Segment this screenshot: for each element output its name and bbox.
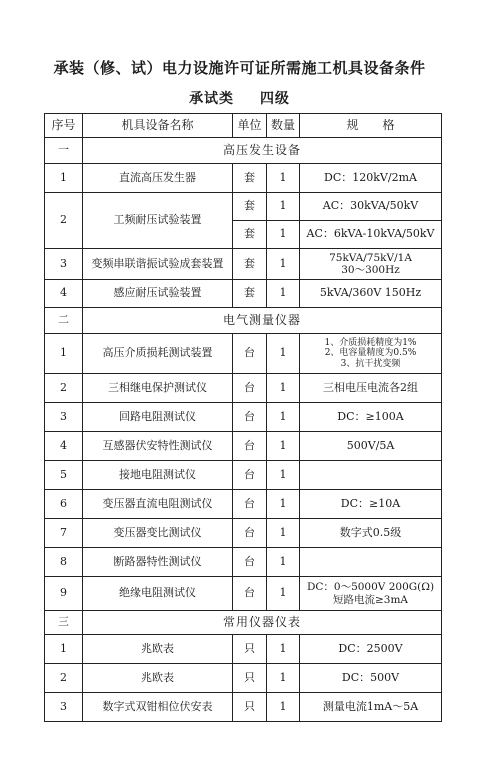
row-spec: 数字式0.5级 (300, 519, 442, 548)
spec-line: DC：0～5000V 200G(Ω) (306, 581, 435, 594)
row-qty: 1 (267, 693, 300, 722)
row-spec: DC：500V (300, 664, 442, 693)
row-unit: 套 (233, 221, 267, 249)
row-unit: 只 (233, 664, 267, 693)
row-qty: 1 (267, 577, 300, 611)
row-no: 5 (45, 461, 83, 490)
spec-line: 75kVA/75kV/1A (329, 251, 412, 264)
row-unit: 台 (233, 374, 267, 403)
spec-line: 1、介质损耗精度为1% (324, 337, 417, 348)
row-unit: 台 (233, 403, 267, 432)
row-unit: 台 (233, 519, 267, 548)
row-no: 8 (45, 548, 83, 577)
row-spec: AC：6kVA-10kVA/50kV (300, 221, 442, 249)
row-no: 9 (45, 577, 83, 611)
row-spec: 500V/5A (300, 432, 442, 461)
row-no: 3 (45, 693, 83, 722)
row-name: 回路电阻测试仪 (83, 403, 233, 432)
row-unit: 套 (233, 249, 267, 280)
row-name: 三相继电保护测试仪 (83, 374, 233, 403)
row-name: 兆欧表 (83, 635, 233, 664)
row-qty: 1 (267, 334, 300, 374)
table-row (45, 374, 442, 403)
row-qty: 1 (267, 432, 300, 461)
spec-line: 2、电容量精度为0.5% (324, 348, 417, 359)
row-unit: 台 (233, 577, 267, 611)
table-row (45, 334, 442, 374)
document-subtitle (0, 88, 479, 108)
table-row (45, 693, 442, 722)
row-qty: 1 (267, 461, 300, 490)
row-spec (300, 249, 442, 280)
section-no: 三 (45, 611, 83, 635)
row-spec (300, 461, 442, 490)
row-spec: DC：≥100A (300, 403, 442, 432)
row-qty: 1 (267, 664, 300, 693)
row-no: 1 (45, 334, 83, 374)
section-row (45, 611, 442, 635)
row-no: 2 (45, 193, 83, 249)
row-unit: 套 (233, 164, 267, 193)
row-unit: 台 (233, 548, 267, 577)
row-name: 高压介质损耗测试装置 (83, 334, 233, 374)
table-row (45, 577, 442, 611)
table-row (45, 280, 442, 308)
row-qty: 1 (267, 374, 300, 403)
row-name: 直流高压发生器 (83, 164, 233, 193)
table-header-row (45, 114, 442, 138)
header-qty: 数量 (267, 114, 300, 138)
row-unit: 台 (233, 334, 267, 374)
header-no: 序号 (45, 114, 83, 138)
row-no: 2 (45, 374, 83, 403)
section-no: 一 (45, 138, 83, 164)
spec-line: 30～300Hz (341, 264, 400, 276)
row-no: 4 (45, 280, 83, 308)
row-unit: 台 (233, 432, 267, 461)
section-title: 常用仪器仪表 (83, 611, 442, 635)
row-qty: 1 (267, 548, 300, 577)
section-no: 二 (45, 308, 83, 334)
row-qty: 1 (267, 403, 300, 432)
row-spec: DC：120kV/2mA (300, 164, 442, 193)
row-no: 1 (45, 164, 83, 193)
row-no: 3 (45, 403, 83, 432)
row-unit: 台 (233, 490, 267, 519)
row-unit: 套 (233, 280, 267, 308)
row-qty: 1 (267, 280, 300, 308)
header-unit: 单位 (233, 114, 267, 138)
table-row (45, 403, 442, 432)
row-spec: 5kVA/360V 150Hz (300, 280, 442, 308)
row-name: 变压器变比测试仪 (83, 519, 233, 548)
row-name: 接地电阻测试仪 (83, 461, 233, 490)
row-name: 互感器伏安特性测试仪 (83, 432, 233, 461)
row-name: 感应耐压试验装置 (83, 280, 233, 308)
row-spec (300, 548, 442, 577)
row-name: 兆欧表 (83, 664, 233, 693)
row-qty: 1 (267, 635, 300, 664)
row-spec: DC：2500V (300, 635, 442, 664)
subtitle-category: 承试类 (189, 91, 235, 107)
row-spec (300, 334, 442, 374)
table-row (45, 461, 442, 490)
section-row (45, 308, 442, 334)
spec-line: 3、抗干扰变频 (340, 358, 401, 369)
row-qty: 1 (267, 249, 300, 280)
row-unit: 只 (233, 635, 267, 664)
table-row (45, 548, 442, 577)
table-row (45, 519, 442, 548)
header-name: 机具设备名称 (83, 114, 233, 138)
row-spec: DC：≥10A (300, 490, 442, 519)
row-no: 7 (45, 519, 83, 548)
row-unit: 只 (233, 693, 267, 722)
row-name: 数字式双钳相位伏安表 (83, 693, 233, 722)
row-name: 变频串联谐振试验成套装置 (83, 249, 233, 280)
document-title: 承装（修、试）电力设施许可证所需施工机具设备条件 (53, 59, 426, 77)
header-spec: 规 格 (300, 114, 442, 138)
table-row (45, 193, 442, 221)
row-spec: 三相电压电流各2组 (300, 374, 442, 403)
row-spec: AC：30kVA/50kV (300, 193, 442, 221)
row-name: 断路器特性测试仪 (83, 548, 233, 577)
table-row (45, 164, 442, 193)
row-no: 2 (45, 664, 83, 693)
section-row (45, 138, 442, 164)
row-no: 1 (45, 635, 83, 664)
section-title: 高压发生设备 (83, 138, 442, 164)
row-unit: 套 (233, 193, 267, 221)
row-spec (300, 577, 442, 611)
row-unit: 台 (233, 461, 267, 490)
spec-line: 短路电流≥3mA (332, 593, 409, 606)
row-qty: 1 (267, 490, 300, 519)
row-name: 工频耐压试验装置 (83, 193, 233, 249)
section-title: 电气测量仪器 (83, 308, 442, 334)
table-row (45, 490, 442, 519)
row-spec: 测量电流1mA～5A (300, 693, 442, 722)
row-qty: 1 (267, 164, 300, 193)
row-no: 4 (45, 432, 83, 461)
row-name: 变压器直流电阻测试仪 (83, 490, 233, 519)
row-qty: 1 (267, 519, 300, 548)
row-qty: 1 (267, 221, 300, 249)
table-row (45, 432, 442, 461)
row-name: 绝缘电阻测试仪 (83, 577, 233, 611)
table-row (45, 635, 442, 664)
table-row (45, 249, 442, 280)
table-row (45, 664, 442, 693)
equipment-table (44, 113, 442, 722)
row-no: 6 (45, 490, 83, 519)
row-no: 3 (45, 249, 83, 280)
row-qty: 1 (267, 193, 300, 221)
subtitle-level: 四级 (259, 91, 290, 107)
